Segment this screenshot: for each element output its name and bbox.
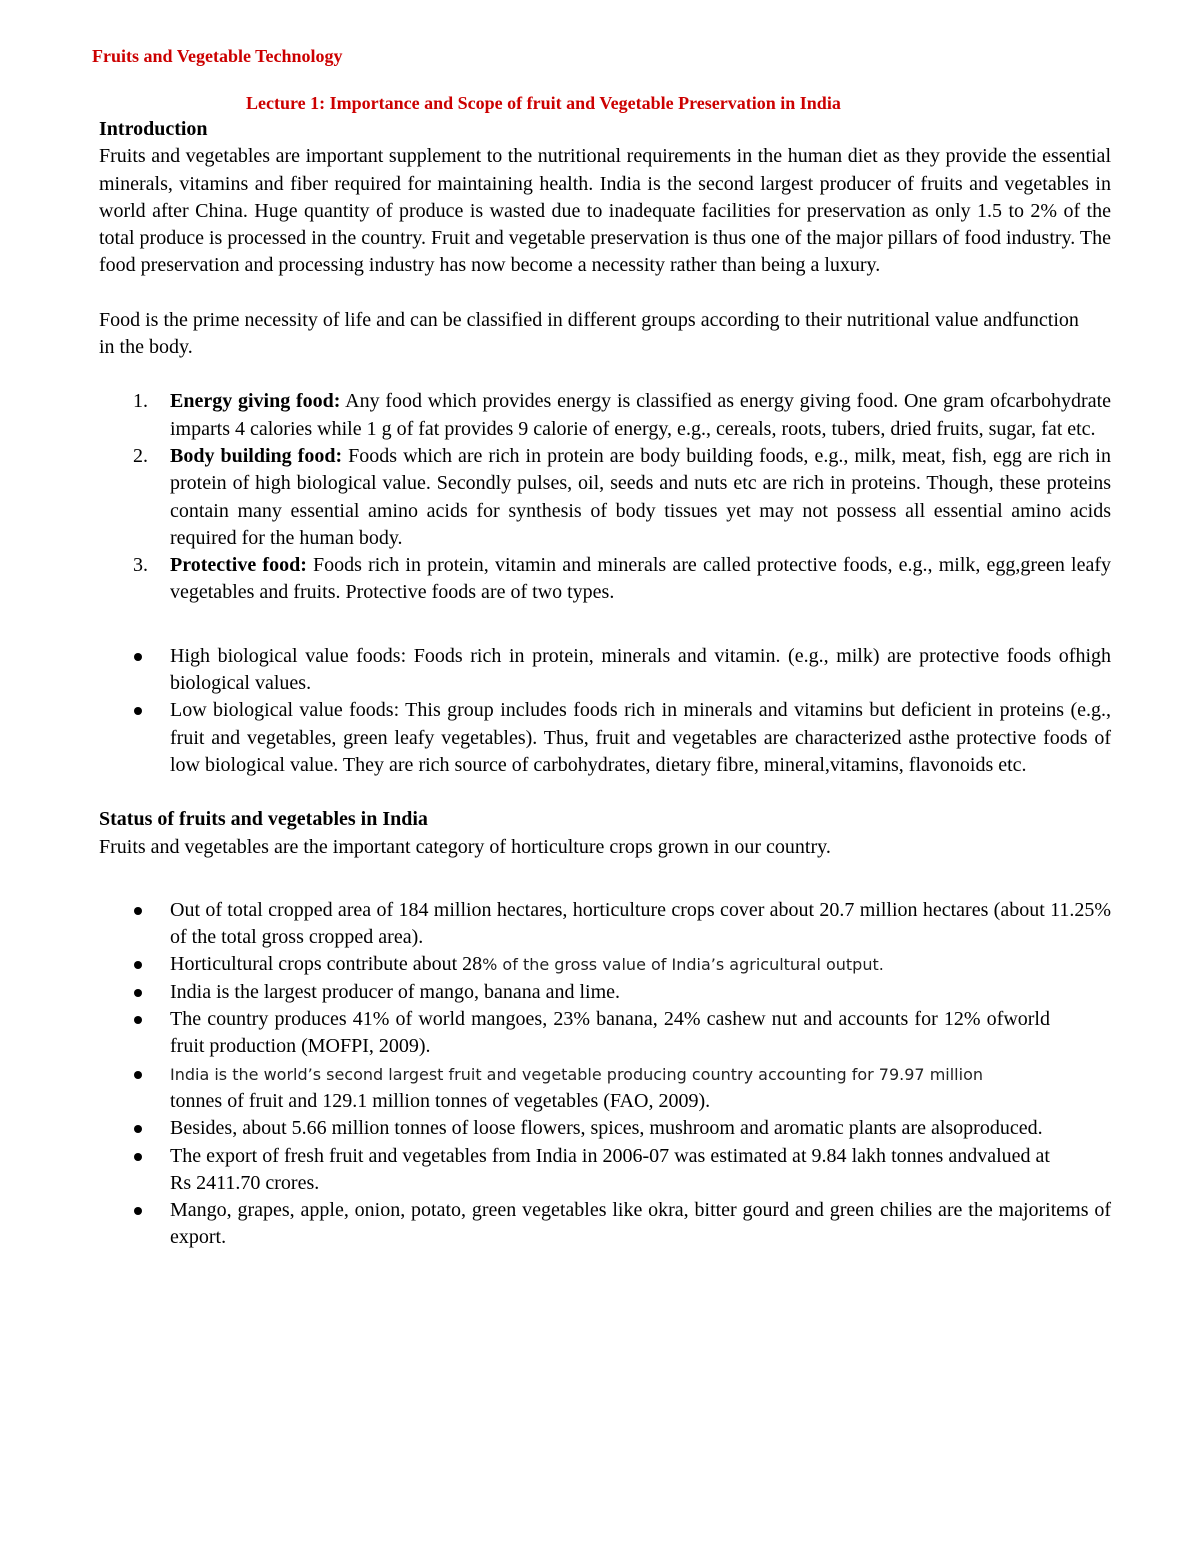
list-item — [99, 552, 1111, 607]
bullet-icon — [134, 1016, 142, 1024]
bullet-icon — [134, 1153, 142, 1161]
list-item — [99, 979, 1111, 1006]
bullet-icon — [134, 1071, 142, 1079]
list-item-text: Low biological value foods: This group includes foods rich in minerals and vitamins but deficient in proteins (e.g., fruit and vegetables, green leafy vegetables). Thus, fruit and vegetables are characterized asthe protective foods of low biological value. They are rich source of carbohydrates, dietary fibre, mineral,vitamins, flavonoids etc. — [170, 699, 1111, 776]
list-item — [99, 1061, 1111, 1116]
list-number: 1. — [133, 390, 148, 413]
list-item-text: Mango, grapes, apple, onion, potato, green vegetables like okra, bitter gourd and green chilies are the majoritems of export. — [170, 1199, 1111, 1249]
list-item — [99, 643, 1111, 698]
list-item — [99, 951, 1111, 978]
lecture-title: Lecture 1: Importance and Scope of fruit and Vegetable Preservation in India — [246, 93, 841, 113]
bullet-icon — [134, 1207, 142, 1215]
list-item-term: Protective food: — [170, 554, 307, 577]
list-item-term: Body building food: — [170, 444, 343, 467]
list-item — [99, 1006, 1050, 1061]
list-item-term: Energy giving food: — [170, 390, 341, 413]
list-item — [99, 1115, 1111, 1142]
list-item-text: India is the largest producer of mango, banana and lime. — [170, 980, 621, 1003]
bullet-icon — [134, 1125, 142, 1133]
status-intro: Fruits and vegetables are the important category of horticulture crops grown in our country. — [99, 835, 831, 858]
introduction-paragraph: Fruits and vegetables are important supplement to the nutritional requirements in the human diet as they provide the essential minerals, vitamins and fiber required for maintaining health. India is the second largest producer of fruits and vegetables in world after China. Huge quantity of produce is wasted due to inadequate facilities for preservation as only 1.5 to 2% of the total produce is processed in the country. Fruit and vegetable preservation is thus one of the major pillars of food industry. The food preservation and processing industry has now become a necessity rather than being a luxury. — [99, 145, 1111, 277]
list-item-text: The export of fresh fruit and vegetables from India in 2006-07 was estimated at 9.84 lakh tonnes andvalued at Rs 2411.70 crores. — [170, 1144, 1050, 1194]
list-item-text: Any food which provides energy is classified as energy giving food. One gram ofcarbohydrate imparts 4 calories while 1 g of fat provides 9 calorie of energy, e.g., cereals, roots, tubers, dried fruits, sugar, fat etc. — [170, 390, 1111, 440]
introduction-heading: Introduction — [99, 118, 208, 140]
list-item-text-small: % of the gross value of India’s agricultural output. — [482, 955, 884, 975]
list-item — [99, 697, 1111, 779]
status-list — [99, 897, 1111, 1252]
list-number: 3. — [133, 554, 148, 577]
bullet-icon — [134, 907, 142, 915]
list-number: 2. — [133, 444, 148, 467]
list-item-text: High biological value foods: Foods rich in protein, minerals and vitamin. (e.g., milk) are protective foods ofhigh biological values. — [170, 644, 1111, 695]
bullet-icon — [134, 989, 142, 997]
bullet-icon — [134, 707, 142, 715]
list-item — [99, 443, 1111, 552]
list-item — [99, 1197, 1111, 1252]
list-item — [99, 897, 1111, 952]
list-item-text: Besides, about 5.66 million tonnes of loose flowers, spices, mushroom and aromatic plants are alsoproduced. — [170, 1117, 1043, 1140]
list-item-text: The country produces 41% of world mangoes, 23% banana, 24% cashew nut and accounts for 12% ofworld fruit production (MOFPI, 2009). — [170, 1008, 1050, 1058]
list-item-text: Foods rich in protein, vitamin and minerals are called protective foods, e.g., milk, egg,green leafy vegetables and fruits. Protective foods are of two types. — [170, 554, 1111, 604]
list-item-text: Out of total cropped area of 184 million hectares, horticulture crops cover about 20.7 million hectares (about 11.25% of the total gross cropped area). — [170, 898, 1111, 949]
food-groups-list — [99, 388, 1111, 606]
status-heading: Status of fruits and vegetables in India — [99, 808, 428, 831]
list-item-text: Horticultural crops contribute about 28 — [170, 953, 483, 976]
food-classification-paragraph: Food is the prime necessity of life and can be classified in different groups according to their nutritional value andfunction in the body. — [99, 308, 1079, 359]
bullet-icon — [134, 961, 142, 969]
document-body — [99, 116, 1111, 1252]
document-title: Fruits and Vegetable Technology — [92, 46, 343, 66]
bullet-icon — [134, 653, 142, 661]
list-item-text: Foods which are rich in protein are body building foods, e.g., milk, meat, fish, egg are rich in protein of high biological value. Secondly pulses, oil, seeds and nuts etc are rich in proteins. Though, these proteins contain many essential amino acids for synthesis of body tissues yet may not possess all essential amino acids required for the human body. — [170, 444, 1111, 549]
list-item-text-small: India is the world’s second largest fruit and vegetable producing country accounting for 79.97 million — [170, 1064, 983, 1084]
list-item — [99, 1143, 1050, 1198]
list-item — [99, 388, 1111, 443]
list-item-text: tonnes of fruit and 129.1 million tonnes of vegetables (FAO, 2009). — [170, 1089, 711, 1112]
protective-types-list — [99, 643, 1111, 779]
